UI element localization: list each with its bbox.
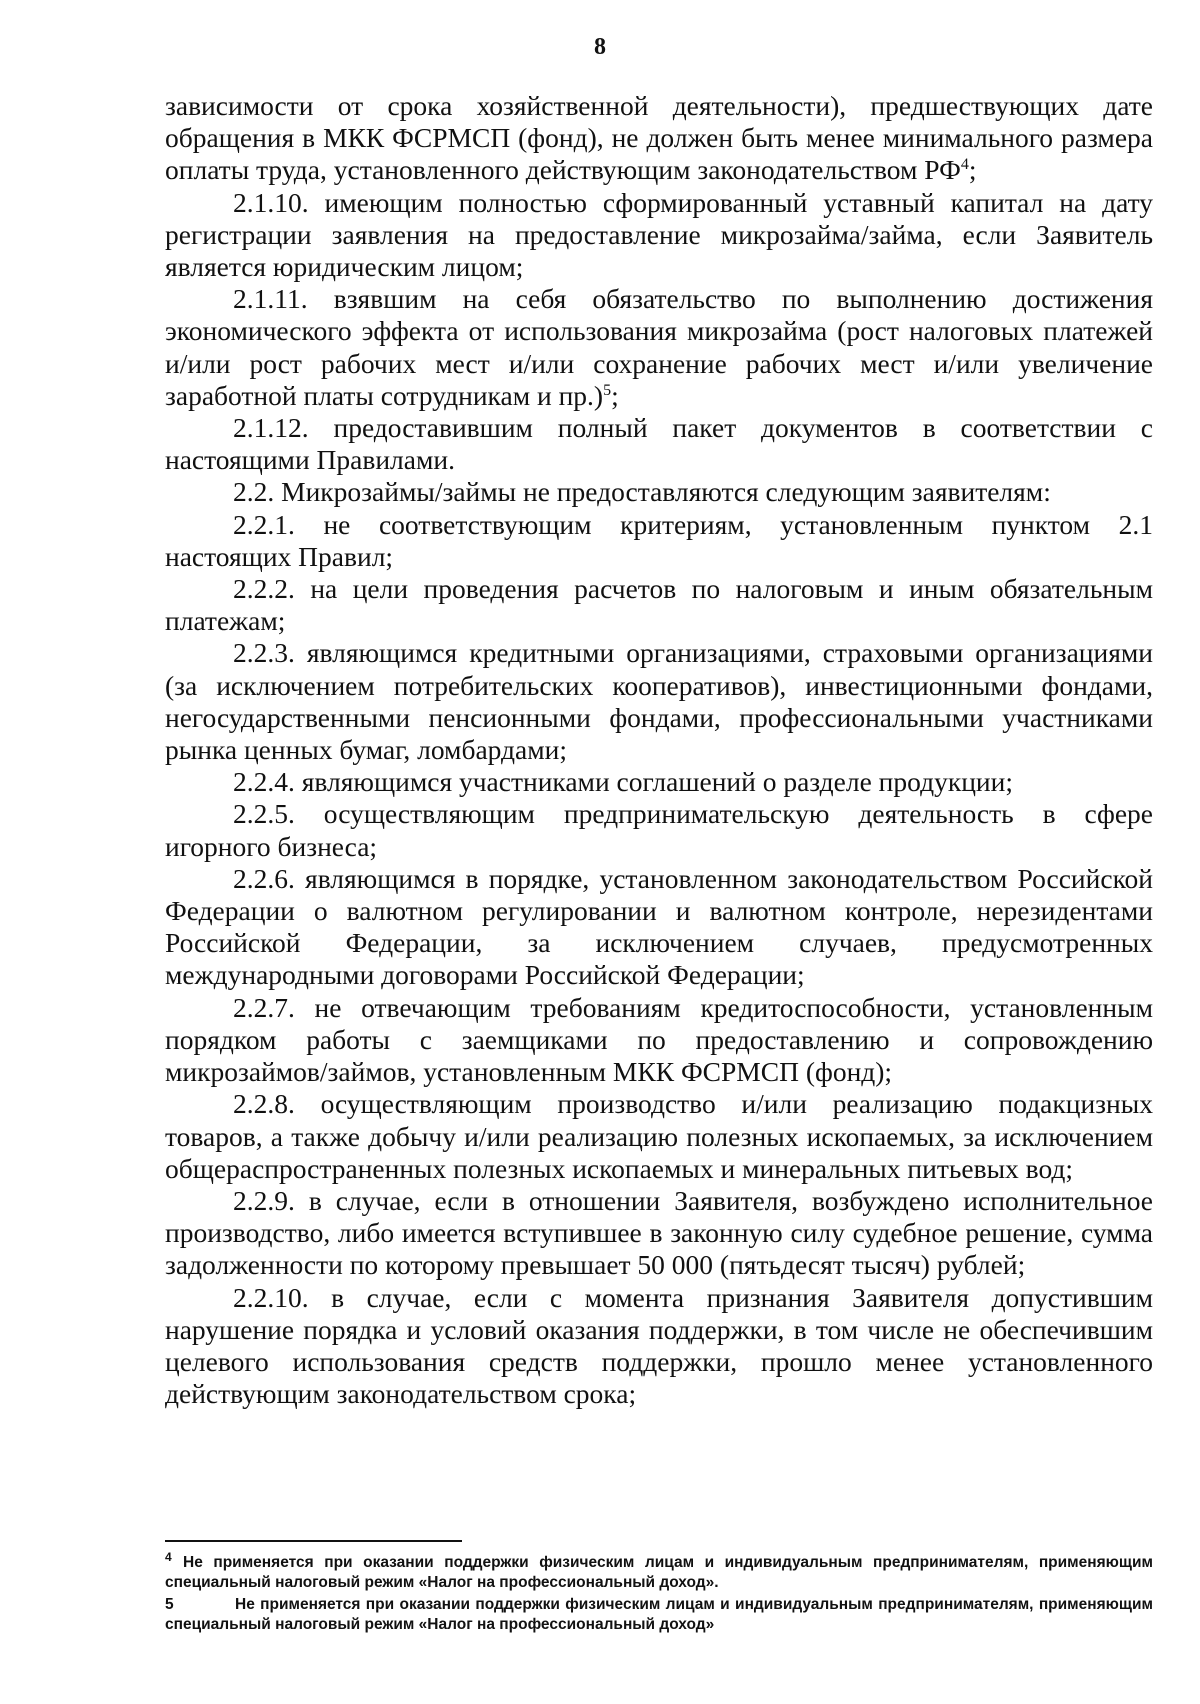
footnote-5 (165, 1595, 1153, 1635)
footnote-ref-4: 4 (960, 156, 969, 174)
paragraph-2-2-9: 2.2.9. в случае, если в отношении Заявителя, возбуждено исполнительное производство, либо имеется вступившее в законную силу судебное решение, сумма задолженности по которому превышает 50 000 (пятьдесят тысяч) рублей; (165, 1184, 1153, 1281)
paragraph-2-2-1: 2.2.1. не соответствующим критериям, установленным пунктом 2.1 настоящих Правил; (165, 508, 1153, 572)
paragraph-tail: ; (968, 154, 977, 186)
paragraph-text: 2.1.11. взявшим на себя обязательство по выполнению достижения экономического эффекта от использования микрозайма (рост налоговых платежей и/или рост рабочих мест и/или сохранение рабочих мест и/или увеличение заработной платы сотрудникам и пр.) (165, 283, 1153, 411)
paragraph-2-2-2: 2.2.2. на цели проведения расчетов по налоговым и иным обязательным платежам; (165, 573, 1153, 637)
body-text (165, 90, 1153, 1410)
page-number: 8 (594, 34, 606, 60)
paragraph-2-2-3: 2.2.3. являющимся кредитными организациями, страховыми организациями (за исключением потребительских кооперативов), инвестиционными фондами, негосударственными пенсионными фондами, профессиональными участниками рынка ценных бумаг, ломбардами; (165, 637, 1153, 766)
paragraph-2-2-8: 2.2.8. осуществляющим производство и/или реализацию подакцизных товаров, а также добычу и/или реализацию полезных ископаемых, за исключением общераспространенных полезных ископаемых и минеральных питьевых вод; (165, 1088, 1153, 1184)
footnote-separator (165, 1540, 462, 1542)
paragraph-2-1-11 (165, 283, 1153, 412)
footnote-mark: 5 (165, 1596, 174, 1613)
paragraph-2-2-7: 2.2.7. не отвечающим требованиям кредитоспособности, установленным порядком работы с заемщиками по предоставлению и сопровождению микрозаймов/займов, установленным МКК ФСРМСП (фонд); (165, 991, 1153, 1088)
footnote-ref-5: 5 (603, 381, 612, 399)
paragraph-tail: ; (611, 379, 619, 411)
paragraph-2-2: 2.2. Микрозаймы/займы не предоставляются следующим заявителям: (233, 476, 1051, 508)
paragraph-text: зависимости от срока хозяйственной деятельности), предшествующих дате обращения в МКК ФСРМСП (фонд), не должен быть менее минимального размера оплаты труда, установленного действующим законодательством РФ (165, 90, 1153, 186)
paragraph-2-1-12: 2.1.12. предоставившим полный пакет документов в соответствии с настоящими Правилами. (165, 412, 1153, 476)
paragraph-2-2-4: 2.2.4. являющимся участниками соглашений о разделе продукции; (233, 766, 1013, 798)
footnote-text: Не применяется при оказании поддержки физическим лицам и индивидуальным предпринимателям, применяющим специальный налоговый режим «Налог на профессиональный доход». (165, 1554, 1153, 1591)
paragraph-2-2-10: 2.2.10. в случае, если с момента признания Заявителя допустившим нарушение порядка и условий оказания поддержки, в том числе не обеспечившим целевого использования средств поддержки, прошло менее установленного действующим законодательством срока; (165, 1281, 1153, 1410)
footnote-text: Не применяется при оказании поддержки физическим лицам и индивидуальным предпринимателям, применяющим специальный налоговый режим «Налог на профессиональный доход» (165, 1596, 1153, 1633)
paragraph-2-1-10: 2.1.10. имеющим полностью сформированный уставный капитал на дату регистрации заявления на предоставление микрозайма/займа, если Заявитель является юридическим лицом; (165, 186, 1153, 283)
footnote-4: 4 Не применяется при оказании поддержки физическим лицам и индивидуальным предпринимателям, применяющим специальный налоговый режим «Налог на профессиональный доход». (165, 1549, 1153, 1591)
footnotes (165, 1549, 1153, 1637)
paragraph-continuation (165, 90, 1153, 187)
paragraph-2-2-5: 2.2.5. осуществляющим предпринимательскую деятельность в сфере игорного бизнеса; (165, 798, 1153, 862)
paragraph-2-2-6: 2.2.6. являющимся в порядке, установленном законодательством Российской Федерации о валютном регулировании и валютном контроле, нерезидентами Российской Федерации, за исключением случаев, предусмотренных международными договорами Российской Федерации; (165, 862, 1153, 991)
